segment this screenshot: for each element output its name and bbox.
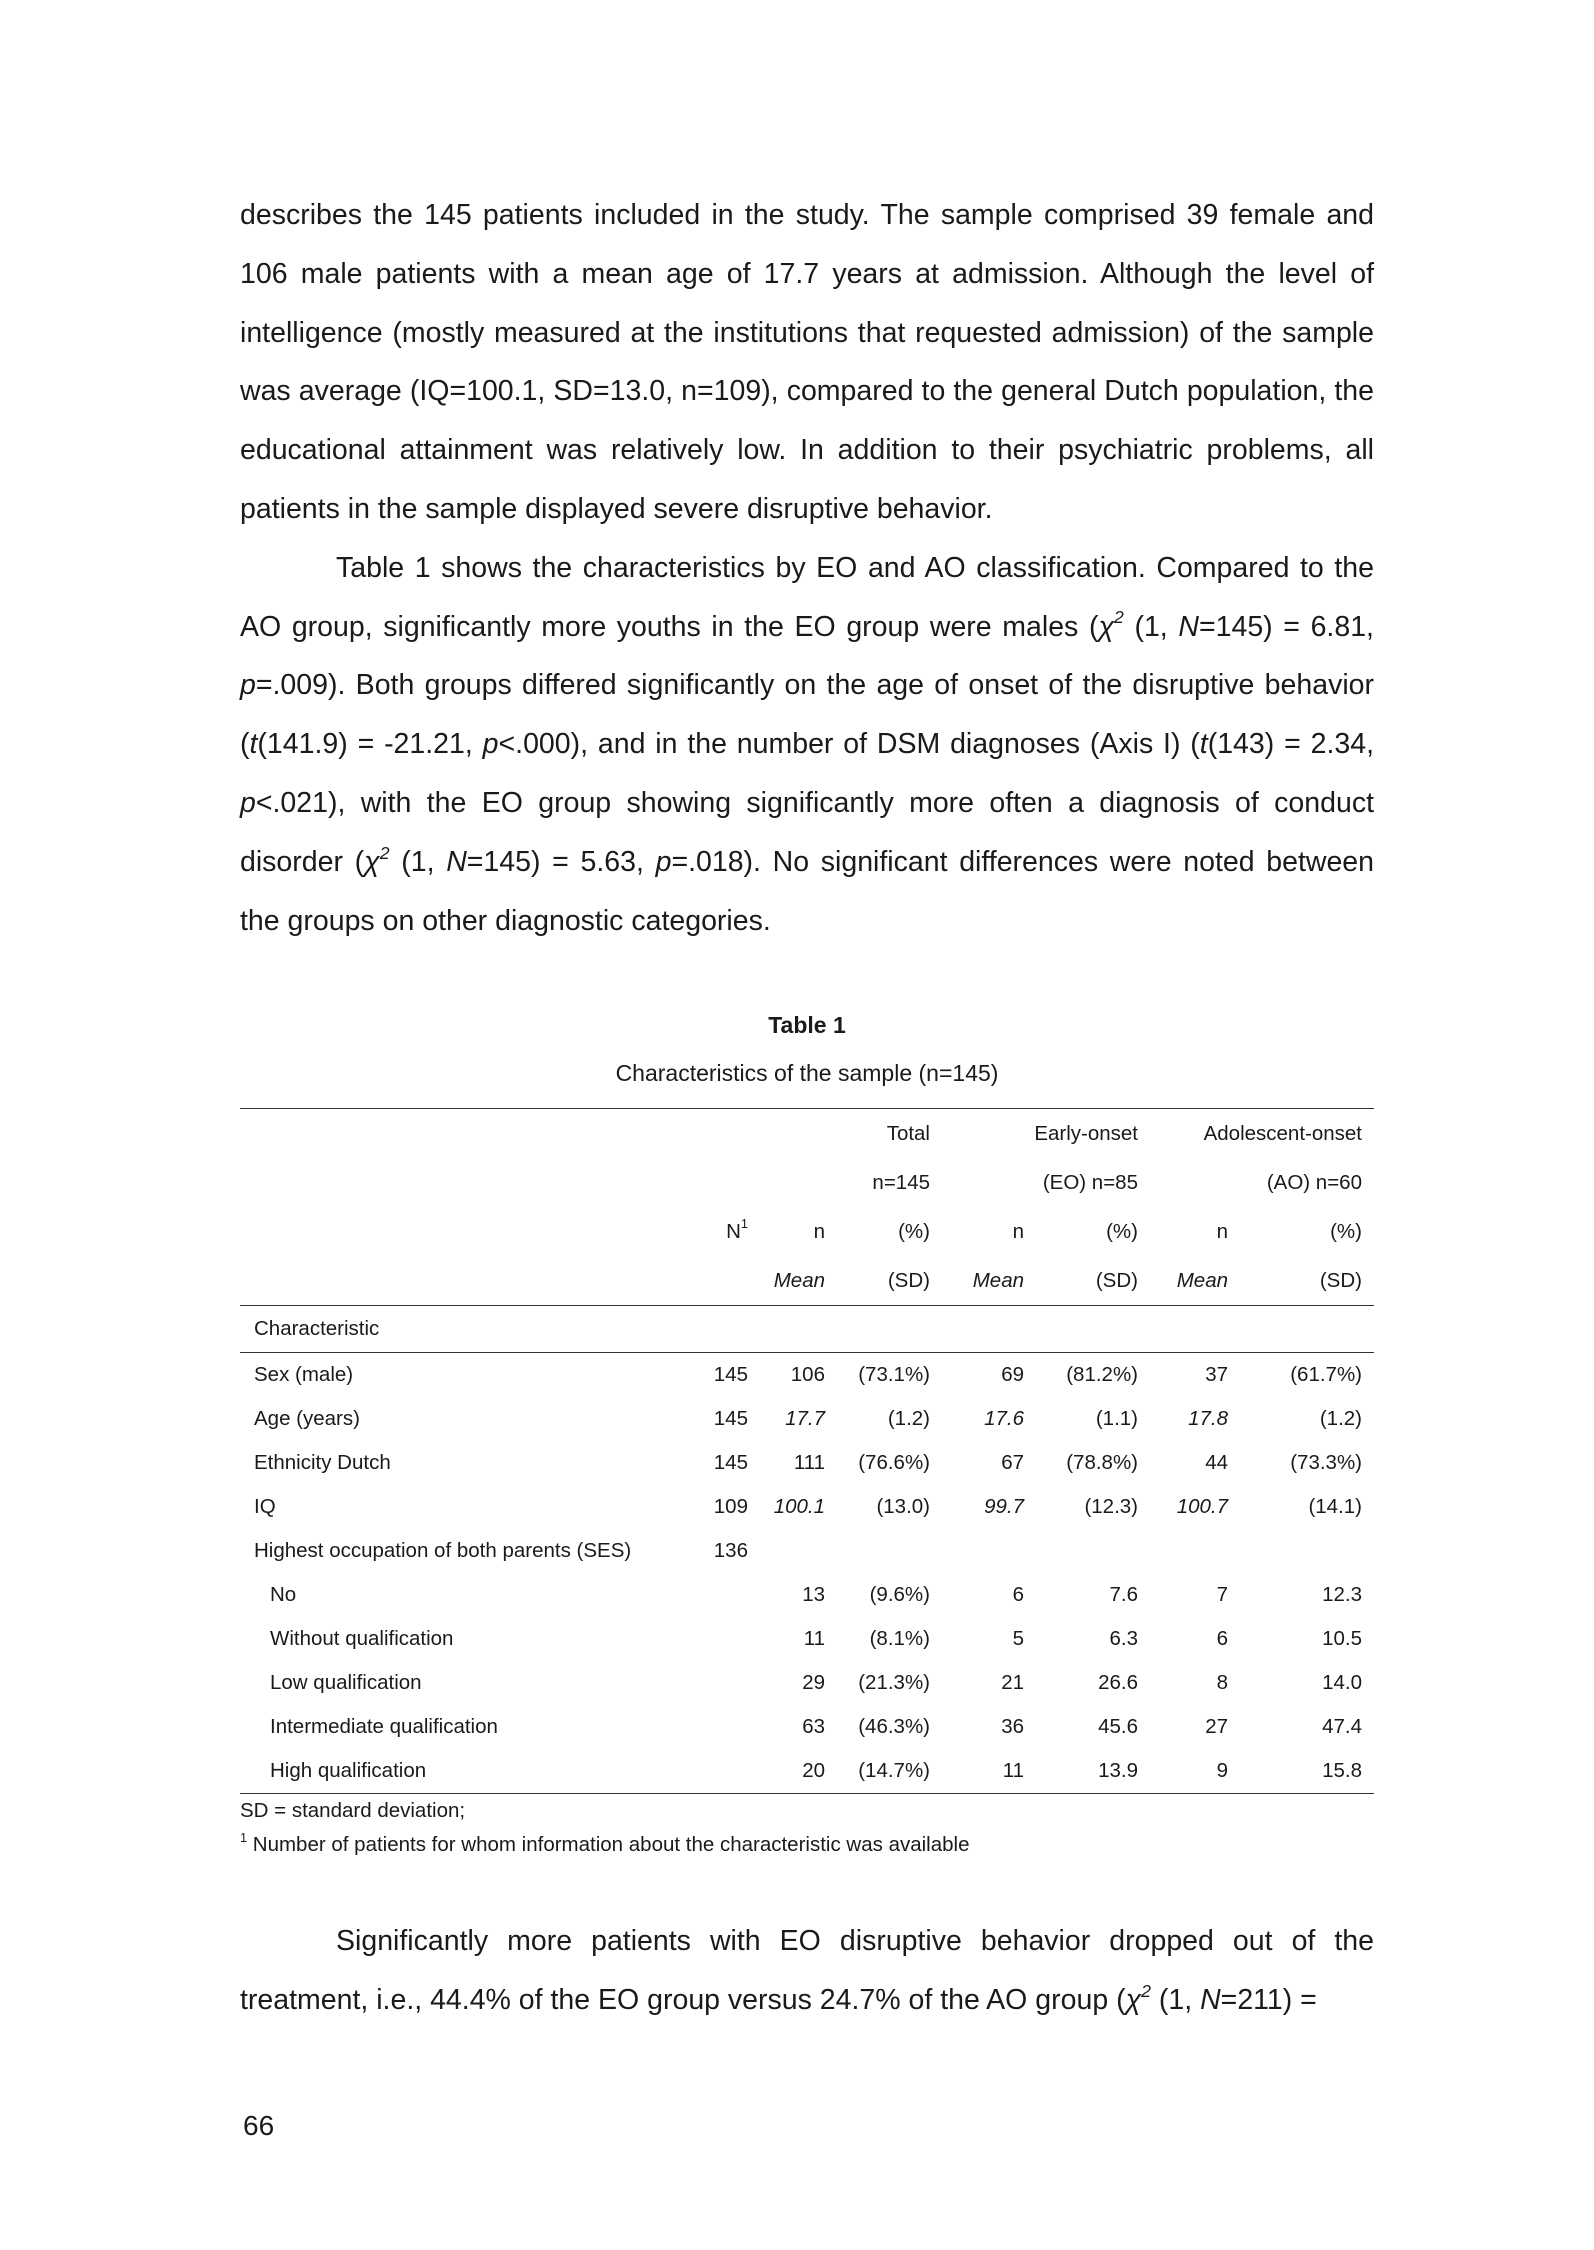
table-row (240, 1661, 1374, 1705)
cell-total-pct: (73.1%) (858, 1363, 930, 1386)
cell-ao-pct: 15.8 (1240, 1749, 1374, 1794)
cell-ao-n: 17.8 (1188, 1407, 1228, 1430)
cell-total-pct: (8.1%) (869, 1627, 930, 1650)
row-label: Sex (male) (254, 1363, 354, 1386)
cell-total-pct: (1.2) (887, 1407, 930, 1430)
cell-eo-pct: 45.6 (1098, 1715, 1138, 1738)
cell-total-pct: (46.3%) (858, 1715, 930, 1738)
footnote-1: $^1$ Number of patients for whom information about the characteristic was available (240, 1829, 970, 1856)
cell-ao-n (1150, 1529, 1240, 1573)
cell-eo-pct: 13.9 (1036, 1749, 1150, 1794)
cell-N (690, 1705, 760, 1749)
total-n-header: n=145 (872, 1170, 930, 1194)
cell-eo-pct: 6.3 (1109, 1627, 1138, 1650)
table-row (240, 1617, 1374, 1661)
row-label: No (270, 1583, 297, 1606)
cell-total-pct: (21.3%) (858, 1671, 930, 1694)
row-label: Age (years) (254, 1407, 360, 1430)
table-row (240, 1441, 1374, 1485)
header-row-2 (240, 1158, 1374, 1207)
n-col-header: $N^1$ (726, 1216, 748, 1243)
cell-ao-n: 8 (1216, 1671, 1228, 1694)
paragraph-2: Table 1 shows the characteristics by EO and AO classification. Compared to the AO group, significantly more youths in the EO group were males ($\chi^2$ (1, N=145) = 6.81, p=.009). Both groups differed significantly on the age of onset of the disruptive behavior (t(141.9) = -21.21, p<.000), and in the number of DSM diagnoses (Axis I) (t(143) = 2.34, p<.021), with the EO group showing significantly more often a diagnosis of conduct disorder ($\chi^2$ (1, N=145) = 5.63, p=.018). No significant differences were noted between the groups on other diagnostic categories. (240, 551, 1374, 937)
cell-ao-pct: 10.5 (1322, 1627, 1362, 1650)
cell-ao-n: 9 (1150, 1749, 1240, 1794)
cell-total-n: 106 (790, 1363, 825, 1386)
cell-total-n: 63 (802, 1715, 825, 1738)
cell-N: 145 (713, 1407, 748, 1430)
table-caption: Characteristics of the sample (n=145) (615, 1060, 999, 1086)
cell-eo-pct: (12.3) (1084, 1495, 1138, 1518)
cell-total-pct: (13.0) (876, 1495, 930, 1518)
cell-eo-pct: (81.2%) (1066, 1363, 1138, 1386)
table-row (240, 1749, 1374, 1794)
cell-ao-n: 44 (1205, 1451, 1228, 1474)
cell-ao-pct: (14.1) (1308, 1495, 1362, 1518)
cell-N: 145 (713, 1451, 748, 1474)
header-row-1 (240, 1109, 1374, 1159)
row-label: Intermediate qualification (270, 1715, 498, 1738)
table-title: Table 1 (768, 1012, 846, 1038)
cell-eo-n: 6 (1012, 1583, 1024, 1606)
cell-N (690, 1749, 760, 1794)
row-label: Highest occupation of both parents (SES) (254, 1539, 632, 1562)
cell-total-n (760, 1529, 837, 1573)
cell-eo-n (942, 1529, 1036, 1573)
cell-total-n: 100.1 (773, 1495, 825, 1518)
cell-total-n: 111 (793, 1451, 825, 1474)
cell-total-n: 29 (802, 1671, 825, 1694)
eo-header: Early-onset (942, 1109, 1150, 1159)
cell-ao-pct (1240, 1529, 1374, 1573)
cell-eo-n: 99.7 (984, 1495, 1024, 1518)
footnote-sd: SD = standard deviation; (240, 1799, 466, 1822)
cell-eo-n: 67 (1001, 1451, 1024, 1474)
page-number: 66 (243, 2110, 275, 2141)
total-header: Total (837, 1109, 942, 1159)
cell-N (690, 1617, 760, 1661)
cell-ao-n: 100.7 (1176, 1495, 1228, 1518)
ao-n-header: (AO) n=60 (1266, 1170, 1362, 1194)
paragraph-3: Significantly more patients with EO disruptive behavior dropped out of the treatment, i.e., 44.4% of the EO group versus 24.7% of the AO group ($\chi^2$ (1, N=211) = (240, 1925, 1374, 2016)
row-label: Without qualification (270, 1627, 454, 1650)
cell-eo-n: 17.6 (984, 1407, 1024, 1430)
row-label: High qualification (240, 1749, 690, 1794)
cell-ao-pct: 12.3 (1322, 1583, 1362, 1606)
cell-total-pct: (76.6%) (858, 1451, 930, 1474)
table-row (240, 1485, 1374, 1529)
cell-eo-pct: (78.8%) (1066, 1451, 1138, 1474)
header-row-3: $N^1$ n (%) n (%) n (%) (240, 1207, 1374, 1256)
table-row (240, 1529, 1374, 1573)
row-label: Ethnicity Dutch (254, 1451, 391, 1474)
row-label: IQ (254, 1495, 276, 1518)
cell-ao-pct: 47.4 (1322, 1715, 1362, 1738)
cell-ao-pct: 14.0 (1322, 1671, 1362, 1694)
cell-eo-n: 11 (942, 1749, 1036, 1794)
cell-N: 136 (713, 1539, 748, 1562)
cell-eo-n: 69 (1001, 1363, 1024, 1386)
cell-N (690, 1573, 760, 1617)
cell-N: 145 (713, 1363, 748, 1386)
cell-ao-pct: (61.7%) (1290, 1363, 1362, 1386)
characteristics-table (240, 1108, 1374, 1794)
table-footnotes (240, 1794, 969, 1862)
characteristic-row: Characteristic (240, 1306, 1374, 1353)
ao-header: Adolescent-onset (1150, 1109, 1374, 1159)
cell-total-n: 11 (803, 1627, 825, 1650)
cell-ao-pct: (73.3%) (1290, 1451, 1362, 1474)
body-text-top (240, 186, 1374, 950)
eo-n-header: (EO) n=85 (1042, 1170, 1138, 1194)
table-row (240, 1705, 1374, 1749)
cell-total-n: 20 (760, 1749, 837, 1794)
cell-eo-pct: (1.1) (1095, 1407, 1138, 1430)
cell-total-n: 13 (802, 1583, 825, 1606)
cell-eo-pct: 7.6 (1109, 1583, 1138, 1606)
cell-total-pct (837, 1529, 942, 1573)
cell-total-n: 17.7 (785, 1407, 825, 1430)
row-label: Low qualification (270, 1671, 422, 1694)
cell-eo-n: 36 (1001, 1715, 1024, 1738)
table-row (240, 1397, 1374, 1441)
cell-eo-pct (1036, 1529, 1150, 1573)
cell-total-pct: (14.7%) (837, 1749, 942, 1794)
table-row (240, 1573, 1374, 1617)
paragraph-1: describes the 145 patients included in the study. The sample comprised 39 female and 106 male patients with a mean age of 17.7 years at admission. Although the level of intelligence (mostly measured at the institutions that requested admission) of the sample was average (IQ=100.1, SD=13.0, n=109), compared to the general Dutch population, the educational attainment was relatively low. In addition to their psychiatric problems, all patients in the sample displayed severe disruptive behavior. (240, 199, 1374, 525)
cell-ao-pct: (1.2) (1319, 1407, 1362, 1430)
cell-ao-n: 7 (1216, 1583, 1228, 1606)
header-row-4: Mean (SD) Mean (SD) Mean (SD) (240, 1256, 1374, 1306)
cell-eo-n: 21 (1001, 1671, 1024, 1694)
cell-N: 109 (713, 1495, 748, 1518)
body-text-bottom (240, 1912, 1374, 2030)
cell-eo-n: 5 (1012, 1627, 1024, 1650)
cell-N (690, 1661, 760, 1705)
cell-ao-n: 27 (1205, 1715, 1228, 1738)
table-row (240, 1353, 1374, 1398)
cell-total-pct: (9.6%) (869, 1583, 930, 1606)
cell-eo-pct: 26.6 (1098, 1671, 1138, 1694)
cell-ao-n: 6 (1216, 1627, 1228, 1650)
cell-ao-n: 37 (1205, 1363, 1228, 1386)
